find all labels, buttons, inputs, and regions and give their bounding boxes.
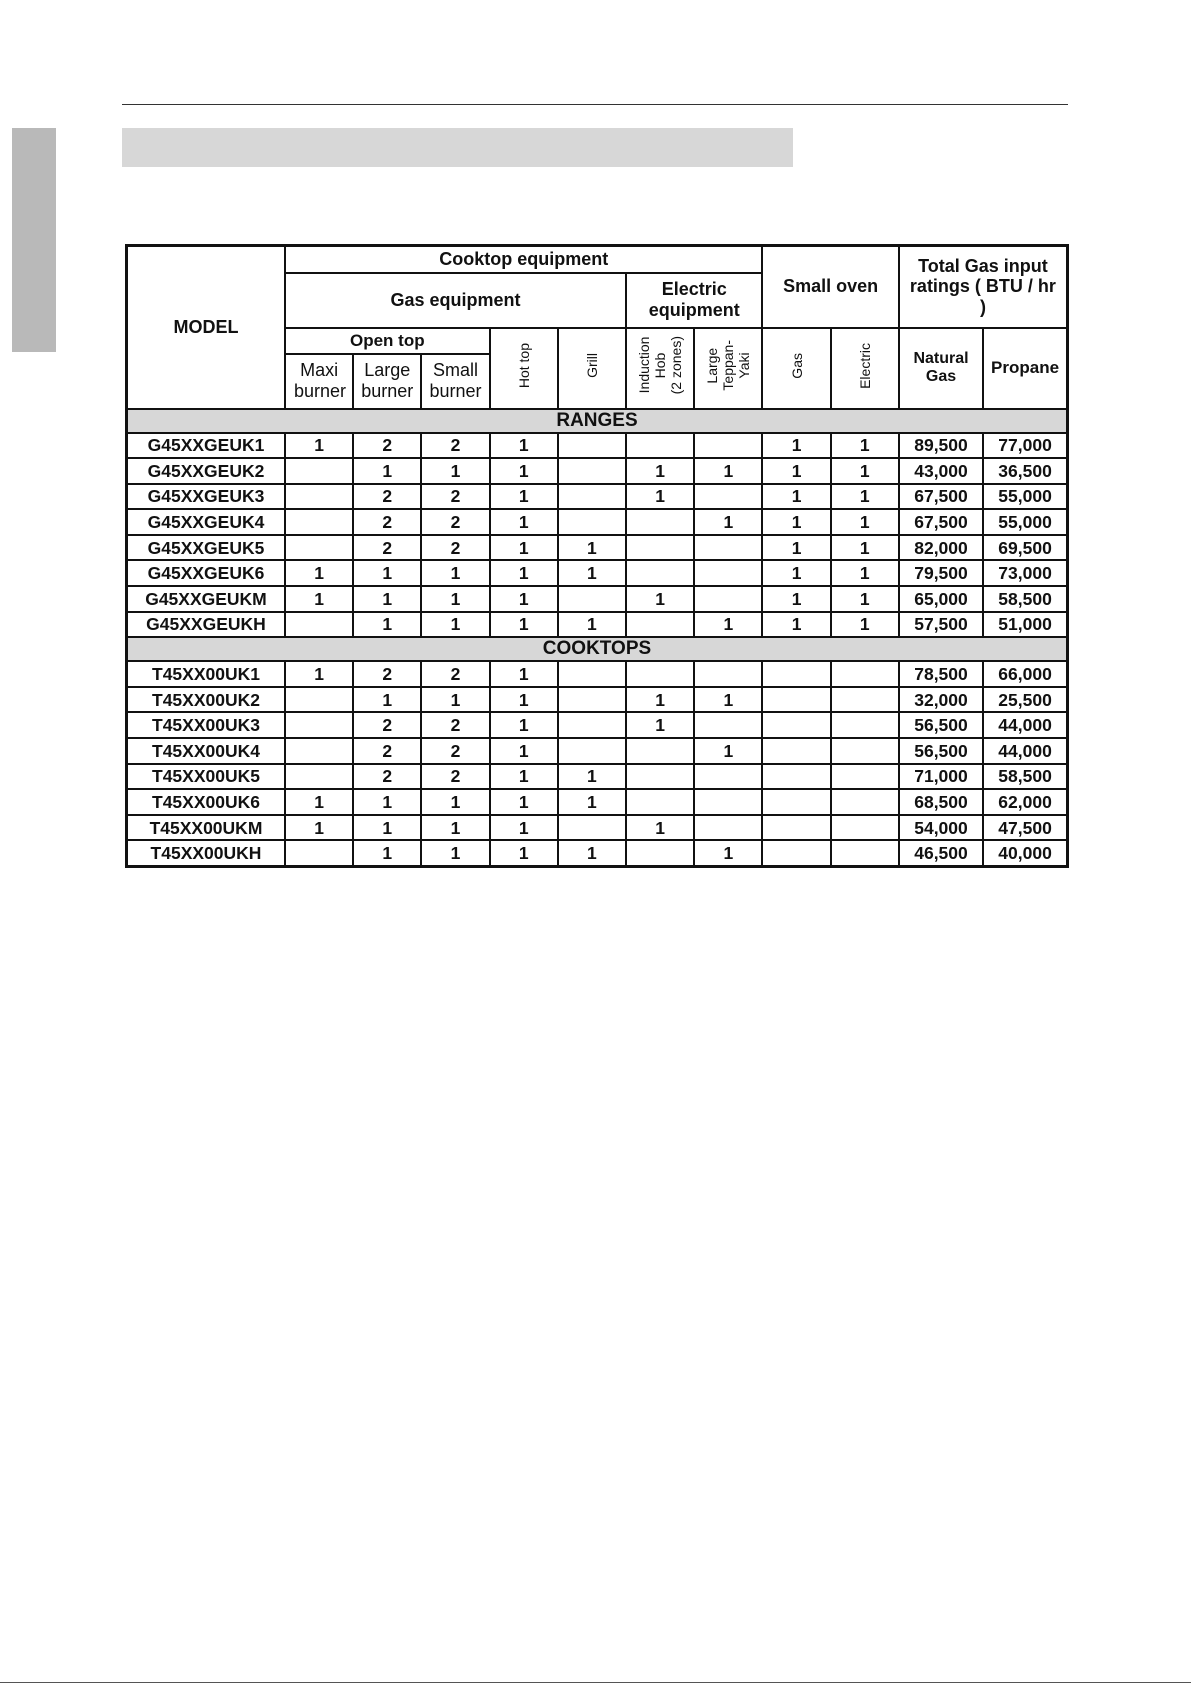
model-cell: G45XXGEUK3	[127, 484, 285, 510]
table-cell	[831, 687, 899, 713]
propane-header: Propane	[983, 328, 1067, 409]
gas-equipment-header: Gas equipment	[285, 273, 626, 328]
table-cell: 1	[558, 789, 626, 815]
electric-equipment-header: Electric equipment	[626, 273, 762, 328]
table-cell: 55,000	[983, 484, 1067, 510]
table-cell	[694, 789, 762, 815]
table-cell: 1	[558, 840, 626, 866]
table-cell: 1	[353, 815, 421, 841]
table-row	[127, 586, 1068, 612]
table-cell: 1	[694, 840, 762, 866]
table-cell: 82,000	[899, 535, 983, 561]
table-cell: 1	[762, 535, 830, 561]
table-cell: 2	[421, 433, 489, 459]
section-label: COOKTOPS	[127, 637, 1068, 661]
table-cell: 1	[762, 484, 830, 510]
table-cell	[762, 840, 830, 866]
table-cell: 1	[694, 612, 762, 638]
table-cell: 1	[285, 586, 353, 612]
table-cell	[558, 815, 626, 841]
table-cell: 1	[421, 458, 489, 484]
table-cell	[694, 661, 762, 687]
table-cell: 78,500	[899, 661, 983, 687]
table-cell	[694, 484, 762, 510]
table-cell: 1	[831, 560, 899, 586]
table-cell	[558, 687, 626, 713]
table-cell: 1	[762, 586, 830, 612]
model-cell: T45XX00UK3	[127, 712, 285, 738]
table-cell: 2	[421, 535, 489, 561]
table-cell: 1	[490, 738, 558, 764]
table-cell: 1	[558, 612, 626, 638]
table-cell	[694, 815, 762, 841]
model-cell: G45XXGEUKH	[127, 612, 285, 638]
table-cell	[831, 712, 899, 738]
table-cell: 1	[490, 560, 558, 586]
table-row	[127, 687, 1068, 713]
table-cell	[626, 612, 694, 638]
table-cell: 47,500	[983, 815, 1067, 841]
model-cell: G45XXGEUKM	[127, 586, 285, 612]
table-cell: 54,000	[899, 815, 983, 841]
table-row	[127, 535, 1068, 561]
model-cell: G45XXGEUK2	[127, 458, 285, 484]
table-cell: 32,000	[899, 687, 983, 713]
table-cell	[285, 840, 353, 866]
table-cell: 55,000	[983, 509, 1067, 535]
grill-header: Grill	[558, 328, 626, 409]
table-cell: 1	[490, 586, 558, 612]
table-cell	[694, 433, 762, 459]
table-row	[127, 815, 1068, 841]
table-cell: 1	[490, 661, 558, 687]
table-cell	[285, 687, 353, 713]
cooktop-equipment-header: Cooktop equipment	[285, 246, 762, 273]
table-cell	[285, 612, 353, 638]
table-cell	[626, 738, 694, 764]
table-cell	[558, 458, 626, 484]
model-cell: T45XX00UK4	[127, 738, 285, 764]
oven-gas-header: Gas	[762, 328, 830, 409]
table-cell	[626, 840, 694, 866]
table-cell: 1	[762, 509, 830, 535]
table-cell: 2	[421, 738, 489, 764]
table-cell: 67,500	[899, 484, 983, 510]
table-row	[127, 484, 1068, 510]
teppan-yaki-header: Large Teppan- Yaki	[694, 328, 762, 409]
table-cell	[762, 712, 830, 738]
table-cell: 1	[831, 433, 899, 459]
table-cell: 1	[490, 509, 558, 535]
table-cell	[285, 509, 353, 535]
table-cell: 2	[353, 661, 421, 687]
table-cell: 77,000	[983, 433, 1067, 459]
table-row	[127, 612, 1068, 638]
table-cell: 36,500	[983, 458, 1067, 484]
table-cell: 1	[694, 687, 762, 713]
table-cell: 1	[353, 789, 421, 815]
table-cell: 1	[285, 560, 353, 586]
table-cell	[285, 535, 353, 561]
table-cell: 2	[353, 509, 421, 535]
table-cell: 67,500	[899, 509, 983, 535]
table-cell: 73,000	[983, 560, 1067, 586]
table-cell: 1	[558, 764, 626, 790]
table-row	[127, 509, 1068, 535]
table-cell	[626, 789, 694, 815]
table-cell: 1	[490, 484, 558, 510]
table-cell: 2	[353, 738, 421, 764]
table-cell: 46,500	[899, 840, 983, 866]
table-cell: 1	[831, 458, 899, 484]
table-cell: 1	[353, 840, 421, 866]
table-cell: 1	[490, 433, 558, 459]
table-cell: 1	[490, 712, 558, 738]
table-cell: 1	[831, 535, 899, 561]
header-rule	[122, 104, 1068, 105]
table-cell: 2	[353, 484, 421, 510]
table-cell	[558, 661, 626, 687]
table-cell: 1	[831, 612, 899, 638]
table-cell	[558, 433, 626, 459]
table-cell: 1	[421, 840, 489, 866]
table-cell	[831, 661, 899, 687]
table-cell: 1	[694, 458, 762, 484]
table-cell: 1	[558, 535, 626, 561]
section-row	[127, 409, 1068, 433]
table-cell	[694, 764, 762, 790]
table-cell: 2	[421, 661, 489, 687]
table-cell	[285, 712, 353, 738]
table-cell	[285, 764, 353, 790]
table-cell	[626, 764, 694, 790]
table-cell: 65,000	[899, 586, 983, 612]
table-cell	[762, 738, 830, 764]
table-cell: 2	[421, 712, 489, 738]
table-cell	[285, 484, 353, 510]
table-cell: 2	[353, 535, 421, 561]
table-cell: 1	[626, 586, 694, 612]
section-row	[127, 637, 1068, 661]
table-cell: 1	[421, 789, 489, 815]
table-cell: 1	[762, 433, 830, 459]
table-cell	[694, 560, 762, 586]
table-cell: 1	[831, 586, 899, 612]
table-cell	[626, 509, 694, 535]
section-title-bar	[122, 128, 793, 167]
table-cell: 1	[421, 687, 489, 713]
table-row	[127, 738, 1068, 764]
table-cell: 68,500	[899, 789, 983, 815]
model-cell: G45XXGEUK1	[127, 433, 285, 459]
table-cell: 44,000	[983, 738, 1067, 764]
table-row	[127, 840, 1068, 866]
oven-electric-header: Electric	[831, 328, 899, 409]
table-cell: 1	[558, 560, 626, 586]
table-row	[127, 712, 1068, 738]
table-cell: 1	[626, 712, 694, 738]
table-cell: 1	[490, 815, 558, 841]
table-cell: 1	[762, 560, 830, 586]
table-cell: 1	[285, 661, 353, 687]
table-cell: 40,000	[983, 840, 1067, 866]
table-cell: 1	[285, 433, 353, 459]
table-cell	[831, 789, 899, 815]
table-row	[127, 458, 1068, 484]
table-cell: 2	[353, 433, 421, 459]
table-cell: 1	[285, 789, 353, 815]
table-cell: 62,000	[983, 789, 1067, 815]
table-cell: 1	[490, 789, 558, 815]
table-cell: 43,000	[899, 458, 983, 484]
table-cell	[558, 586, 626, 612]
model-cell: T45XX00UK6	[127, 789, 285, 815]
table-cell	[626, 433, 694, 459]
table-cell: 2	[421, 764, 489, 790]
table-cell: 1	[626, 484, 694, 510]
table-cell: 79,500	[899, 560, 983, 586]
table-cell: 89,500	[899, 433, 983, 459]
table-cell: 1	[490, 687, 558, 713]
table-cell	[831, 815, 899, 841]
table-cell	[762, 687, 830, 713]
table-cell	[831, 840, 899, 866]
total-gas-header: Total Gas input ratings ( BTU / hr )	[899, 246, 1068, 328]
table-cell: 71,000	[899, 764, 983, 790]
large-burner-header: Large burner	[353, 354, 421, 409]
table-cell	[285, 458, 353, 484]
table-row	[127, 764, 1068, 790]
table-cell: 1	[421, 815, 489, 841]
table-cell: 57,500	[899, 612, 983, 638]
table-cell: 51,000	[983, 612, 1067, 638]
hot-top-header: Hot top	[490, 328, 558, 409]
specification-table	[125, 244, 1069, 868]
table-cell: 1	[626, 815, 694, 841]
table-cell: 1	[490, 764, 558, 790]
table-cell: 1	[831, 484, 899, 510]
table-cell: 1	[421, 586, 489, 612]
table-cell: 1	[353, 687, 421, 713]
table-cell: 56,500	[899, 712, 983, 738]
table-cell: 56,500	[899, 738, 983, 764]
model-cell: T45XX00UKM	[127, 815, 285, 841]
table-cell	[694, 712, 762, 738]
model-cell: G45XXGEUK6	[127, 560, 285, 586]
model-cell: T45XX00UK5	[127, 764, 285, 790]
table-cell: 2	[353, 764, 421, 790]
table-cell	[762, 661, 830, 687]
table-cell: 69,500	[983, 535, 1067, 561]
table-cell	[558, 484, 626, 510]
induction-hob-header: Induction Hob (2 zones)	[626, 328, 694, 409]
small-oven-header: Small oven	[762, 246, 898, 328]
model-cell: G45XXGEUK5	[127, 535, 285, 561]
table-cell	[558, 509, 626, 535]
table-cell	[558, 738, 626, 764]
table-body	[127, 409, 1068, 867]
table-cell	[831, 738, 899, 764]
table-cell: 1	[694, 738, 762, 764]
table-row	[127, 433, 1068, 459]
table-cell	[762, 764, 830, 790]
table-row	[127, 661, 1068, 687]
table-cell: 44,000	[983, 712, 1067, 738]
table-row	[127, 560, 1068, 586]
table-cell: 1	[353, 458, 421, 484]
table-cell: 2	[353, 712, 421, 738]
table-cell	[285, 738, 353, 764]
maxi-burner-header: Maxi burner	[285, 354, 353, 409]
table-cell: 58,500	[983, 586, 1067, 612]
side-tab-marker	[12, 128, 56, 352]
table-cell	[831, 764, 899, 790]
model-cell: G45XXGEUK4	[127, 509, 285, 535]
table-cell: 1	[285, 815, 353, 841]
model-cell: T45XX00UK2	[127, 687, 285, 713]
table-cell	[558, 712, 626, 738]
table-cell: 1	[694, 509, 762, 535]
table-cell: 58,500	[983, 764, 1067, 790]
table-cell: 1	[421, 560, 489, 586]
table-row	[127, 789, 1068, 815]
table-cell: 2	[421, 484, 489, 510]
table-cell: 25,500	[983, 687, 1067, 713]
open-top-header: Open top	[285, 328, 490, 354]
table-cell: 2	[421, 509, 489, 535]
table-cell	[626, 535, 694, 561]
table-cell	[694, 586, 762, 612]
table-cell: 1	[831, 509, 899, 535]
model-header: MODEL	[127, 246, 285, 409]
section-label: RANGES	[127, 409, 1068, 433]
table-cell	[694, 535, 762, 561]
table-cell: 1	[490, 612, 558, 638]
table-cell: 1	[353, 612, 421, 638]
table-cell: 1	[353, 560, 421, 586]
table-cell: 1	[490, 840, 558, 866]
small-burner-header: Small burner	[421, 354, 489, 409]
table-cell: 1	[762, 612, 830, 638]
table-cell	[626, 661, 694, 687]
table-cell	[762, 815, 830, 841]
table-cell: 1	[762, 458, 830, 484]
table-cell: 1	[421, 612, 489, 638]
table-cell: 1	[626, 687, 694, 713]
table-cell: 1	[626, 458, 694, 484]
table-cell: 1	[353, 586, 421, 612]
table-cell	[762, 789, 830, 815]
table-cell: 1	[490, 535, 558, 561]
model-cell: T45XX00UK1	[127, 661, 285, 687]
model-cell: T45XX00UKH	[127, 840, 285, 866]
natural-gas-header: Natural Gas	[899, 328, 983, 409]
table-cell: 66,000	[983, 661, 1067, 687]
table-cell: 1	[490, 458, 558, 484]
footer-rule	[0, 1682, 1191, 1683]
table-cell	[626, 560, 694, 586]
